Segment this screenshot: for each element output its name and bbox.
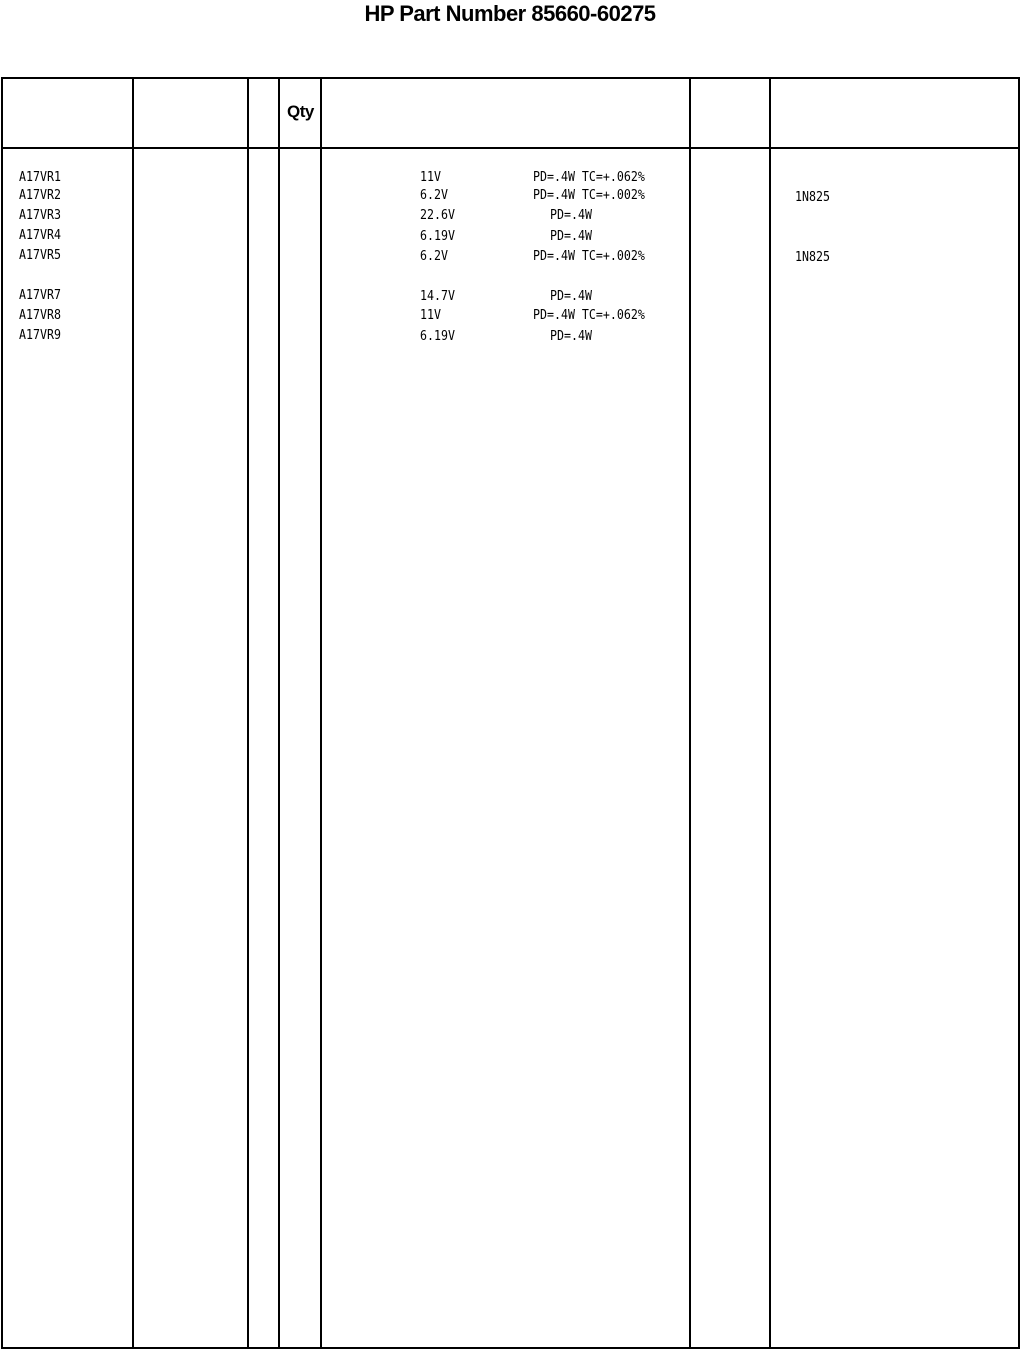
voltage-value: 11V xyxy=(420,169,441,185)
document-title: HP Part Number 85660-60275 xyxy=(364,1,656,26)
ref-designator: A17VR5 xyxy=(19,247,61,263)
spec-text: PD=.4W xyxy=(550,207,592,223)
voltage-value: 6.2V xyxy=(420,187,448,203)
qty-column-header: Qty xyxy=(287,102,314,121)
ref-designator: A17VR2 xyxy=(19,187,61,203)
column-divider-2 xyxy=(247,77,249,1349)
voltage-value: 11V xyxy=(420,307,441,323)
column-divider-1 xyxy=(132,77,134,1349)
column-divider-5 xyxy=(689,77,691,1349)
spec-text: PD=.4W xyxy=(550,288,592,304)
ref-designator: A17VR8 xyxy=(19,307,61,323)
header-divider xyxy=(1,147,1020,149)
ref-designator: A17VR7 xyxy=(19,287,61,303)
ref-designator: A17VR4 xyxy=(19,227,61,243)
voltage-value: 6.19V xyxy=(420,328,455,344)
column-divider-6 xyxy=(769,77,771,1349)
spec-text: PD=.4W xyxy=(550,228,592,244)
voltage-value: 14.7V xyxy=(420,288,455,304)
spec-text: PD=.4W xyxy=(550,328,592,344)
spec-text: PD=.4W TC=+.062% xyxy=(533,307,645,323)
column-divider-4 xyxy=(320,77,322,1349)
spec-text: PD=.4W TC=+.002% xyxy=(533,187,645,203)
voltage-value: 6.2V xyxy=(420,248,448,264)
voltage-value: 6.19V xyxy=(420,228,455,244)
table-frame xyxy=(1,77,1020,1349)
mfr-part-number: 1N825 xyxy=(795,189,830,205)
spec-text: PD=.4W TC=+.062% xyxy=(533,169,645,185)
ref-designator: A17VR1 xyxy=(19,169,61,185)
ref-designator: A17VR3 xyxy=(19,207,61,223)
column-divider-3 xyxy=(278,77,280,1349)
ref-designator: A17VR9 xyxy=(19,327,61,343)
spec-text: PD=.4W TC=+.002% xyxy=(533,248,645,264)
voltage-value: 22.6V xyxy=(420,207,455,223)
mfr-part-number: 1N825 xyxy=(795,249,830,265)
